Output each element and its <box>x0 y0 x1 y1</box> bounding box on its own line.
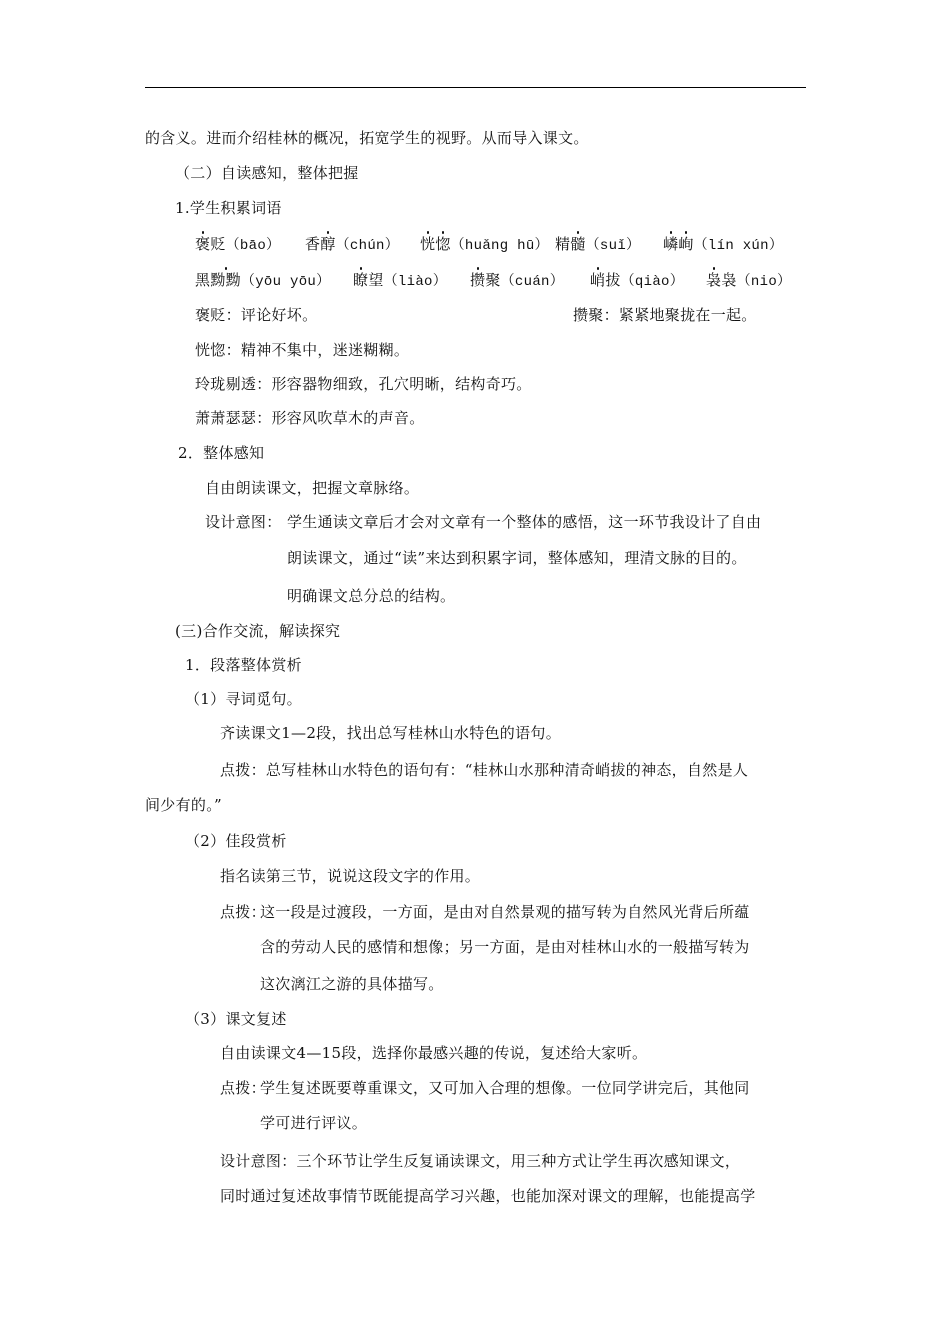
item-heading-vocab: 1.学生积累词语 <box>175 199 282 217</box>
definition-xiaoxiao: 萧萧瑟瑟：形容风吹草木的声音。 <box>195 409 425 427</box>
paragraph-sub3: 自由读课文4—15段，选择你最感兴趣的传说，复述给大家听。 <box>220 1044 648 1062</box>
vocab-item: 瞭望（liào） <box>353 271 448 290</box>
hint-line: 这一段是过渡段，一方面，是由对自然景观的描写转为自然风光背后所蕴 <box>260 903 750 921</box>
design-intent-label: 设计意图： <box>205 513 282 531</box>
paragraph-sub2: 指名读第三节，说说这段文字的作用。 <box>220 867 481 885</box>
design-intent-line: 学生通读文章后才会对文章有一个整体的感悟，这一环节我设计了自由 <box>287 513 762 531</box>
section-heading-3: (三)合作交流，解读探究 <box>175 622 341 640</box>
subitem-heading-3: （3）课文复述 <box>185 1010 287 1028</box>
definition-cuanju: 攒聚：紧紧地聚拢在一起。 <box>573 306 757 324</box>
design-intent-2-line2: 同时通过复述故事情节既能提高学习兴趣，也能加深对课文的理解，也能提高学 <box>220 1187 756 1205</box>
subitem-heading-2: （2）佳段赏析 <box>185 832 287 850</box>
vocab-item: 峭拔（qiào） <box>590 271 685 290</box>
design-intent-line: 朗读课文，通过“读”来达到积累字词，整体感知，理清文脉的目的。 <box>287 549 747 567</box>
vocab-item: 袅袅（nio） <box>706 271 792 290</box>
design-intent-2-line1: 设计意图：三个环节让学生反复诵读课文，用三种方式让学生再次感知课文， <box>220 1152 741 1170</box>
hint-line: 含的劳动人民的感情和想像；另一方面，是由对桂林山水的一般描写转为 <box>260 938 750 956</box>
hint-label-sub3: 点拨： <box>220 1079 266 1097</box>
subitem-heading-1: （1）寻词觅句。 <box>185 690 302 708</box>
vocab-item: 恍惚（huǎng hū） <box>420 235 549 254</box>
hint-line: 学可进行评议。 <box>260 1114 368 1132</box>
vocab-item: 攒聚（cuán） <box>470 271 565 290</box>
hint-sub1: 点拨：总写桂林山水特色的语句有：“桂林山水那种清奇峭拔的神态，自然是人 <box>220 761 749 779</box>
paragraph-intro: 的含义。进而介绍桂林的概况，拓宽学生的视野。从而导入课文。 <box>145 129 589 147</box>
definition-huanghu: 恍惚：精神不集中，迷迷糊糊。 <box>195 341 410 359</box>
section-heading-2: （二）自读感知，整体把握 <box>175 164 359 182</box>
hint-label-sub2: 点拨： <box>220 903 266 921</box>
item-heading-paragraph: 1．段落整体赏析 <box>185 656 302 674</box>
vocab-item: 褒贬（bāo） <box>195 235 281 254</box>
paragraph-overall: 自由朗读课文，把握文章脉络。 <box>205 479 420 497</box>
header-rule <box>145 87 806 88</box>
hint-sub1-continued: 间少有的。” <box>145 796 222 814</box>
paragraph-sub1: 齐读课文1—2段，找出总写桂林山水特色的语句。 <box>220 724 561 742</box>
hint-line: 这次漓江之游的具体描写。 <box>260 975 444 993</box>
vocab-item: 黑黝黝（yōu yōu） <box>195 271 331 290</box>
definition-baobian: 褒贬：评论好坏。 <box>195 306 318 324</box>
definition-linglong: 玲珑剔透：形容器物细致，孔穴明晰，结构奇巧。 <box>195 375 532 393</box>
vocab-item: 嶙峋（lín xún） <box>663 235 784 254</box>
hint-line: 学生复述既要尊重课文，又可加入合理的想像。一位同学讲完后，其他同 <box>260 1079 750 1097</box>
item-heading-overall: 2．整体感知 <box>178 444 265 462</box>
design-intent-line: 明确课文总分总的结构。 <box>287 587 456 605</box>
vocab-item: 香醇（chún） <box>305 235 400 254</box>
vocab-item: 精髓（suǐ） <box>555 235 641 254</box>
